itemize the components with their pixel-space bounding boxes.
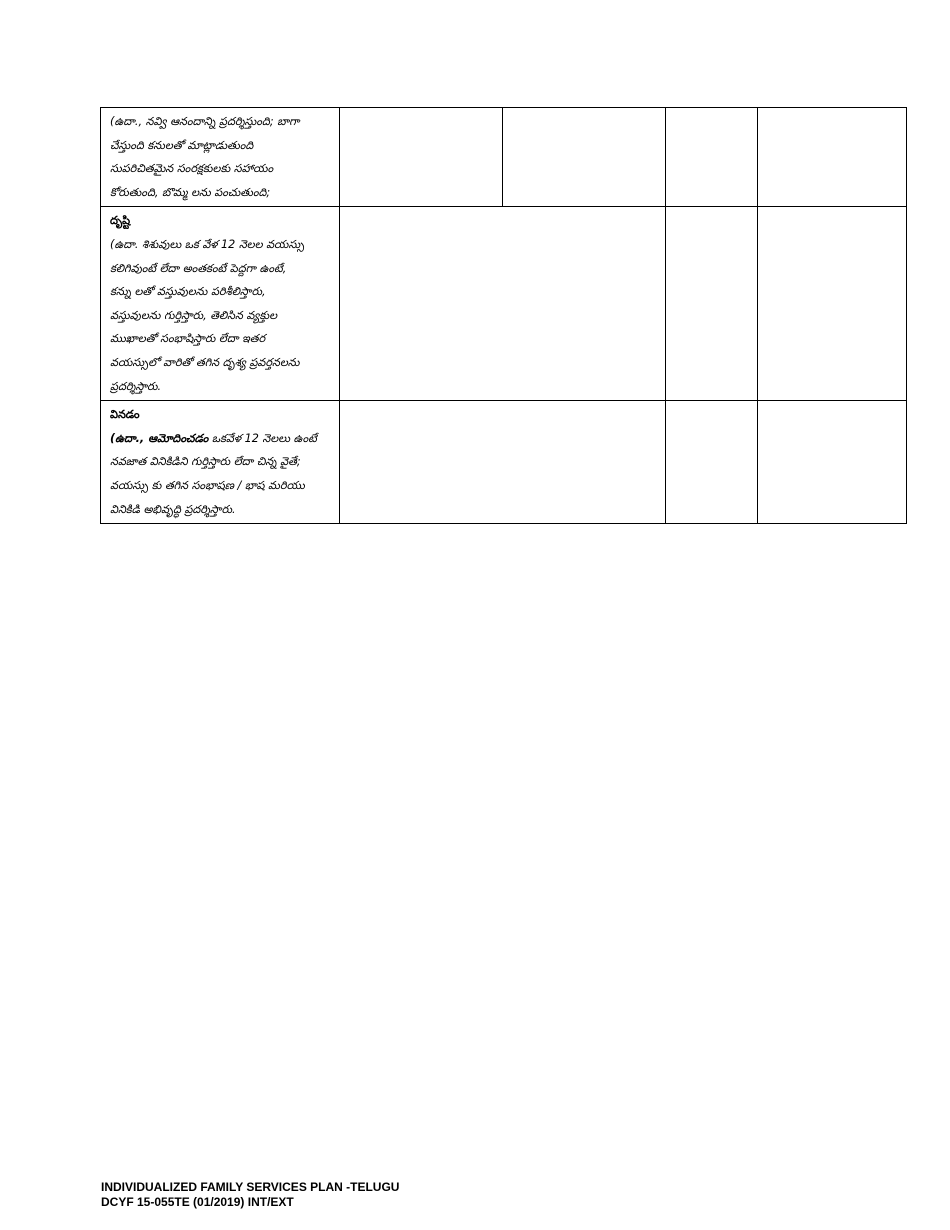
- description-line: (ఉదా. శిశువులు ఒక వేళ 12 నెలల వయస్సు: [110, 237, 305, 251]
- hearing-description-cell: [101, 401, 340, 524]
- form-footer: [101, 1180, 399, 1210]
- form-number: DCYF 15-055TE (01/2019) INT/EXT: [101, 1195, 294, 1209]
- description-line: చేస్తుంది కనులతో మాట్లాడుతుంది: [110, 138, 254, 152]
- form-title: INDIVIDUALIZED FAMILY SERVICES PLAN -TELUGU: [101, 1180, 400, 1194]
- empty-cell[interactable]: [758, 401, 907, 524]
- empty-cell[interactable]: [666, 401, 758, 524]
- table-row: [101, 108, 907, 207]
- description-line: వయస్సు కు తగిన సంభాషణ / భాష మరియు: [110, 478, 305, 492]
- description-line: కన్ను లతో వస్తువులను పరిశీలిస్తారు,: [110, 285, 266, 299]
- hearing-title: వినడం: [110, 408, 140, 422]
- description-line: వినికిడి అభివృద్ధి ప్రదర్శిస్తారు.: [110, 502, 236, 516]
- social-emotional-description-cell: [101, 108, 340, 207]
- empty-cell[interactable]: [340, 108, 503, 207]
- hearing-lead-text: (ఉదా., ఆమోదించడం: [110, 431, 209, 445]
- description-line: నవజాత వినికిడిని గుర్తిస్తారు లేదా చిన్న వైతే;: [110, 455, 301, 469]
- description-line: సుపరిచితమైన సంరక్షకులకు సహాయం: [110, 162, 274, 176]
- vision-description-cell: [101, 207, 340, 401]
- vision-title: దృష్టి: [110, 214, 131, 228]
- description-line: కలిగివుంటే లేదా అంతకంటే పెద్దగా ఉంటే,: [110, 261, 287, 275]
- ifsp-table: [100, 107, 907, 524]
- empty-cell[interactable]: [666, 207, 758, 401]
- empty-cell[interactable]: [666, 108, 758, 207]
- description-line: (ఉదా., నవ్వి ఆనందాన్ని ప్రదర్శిస్తుంది; బాగా: [110, 115, 300, 128]
- empty-merged-cell[interactable]: [340, 401, 666, 524]
- description-line: ప్రదర్శిస్తారు.: [110, 379, 162, 393]
- description-line: వస్తువులను గుర్తిస్తారు, తెలిసిన వ్యక్తుల: [110, 308, 278, 322]
- description-line: కోరుతుంది, బొమ్మ లను పంచుతుంది;: [110, 185, 271, 199]
- hearing-lead-rest: ఒకవేళ 12 నెలలు ఉంటే: [208, 431, 317, 445]
- table-row: [101, 401, 907, 524]
- empty-cell[interactable]: [503, 108, 666, 207]
- empty-merged-cell[interactable]: [340, 207, 666, 401]
- description-line: ముఖాలతో సంభాషిస్తారు లేదా ఇతర: [110, 332, 266, 346]
- empty-cell[interactable]: [758, 207, 907, 401]
- table-row: [101, 207, 907, 401]
- description-line: వయస్సులో వారితో తగిన దృశ్య ప్రవర్తనలను: [110, 355, 300, 369]
- empty-cell[interactable]: [758, 108, 907, 207]
- description-line: [110, 427, 331, 451]
